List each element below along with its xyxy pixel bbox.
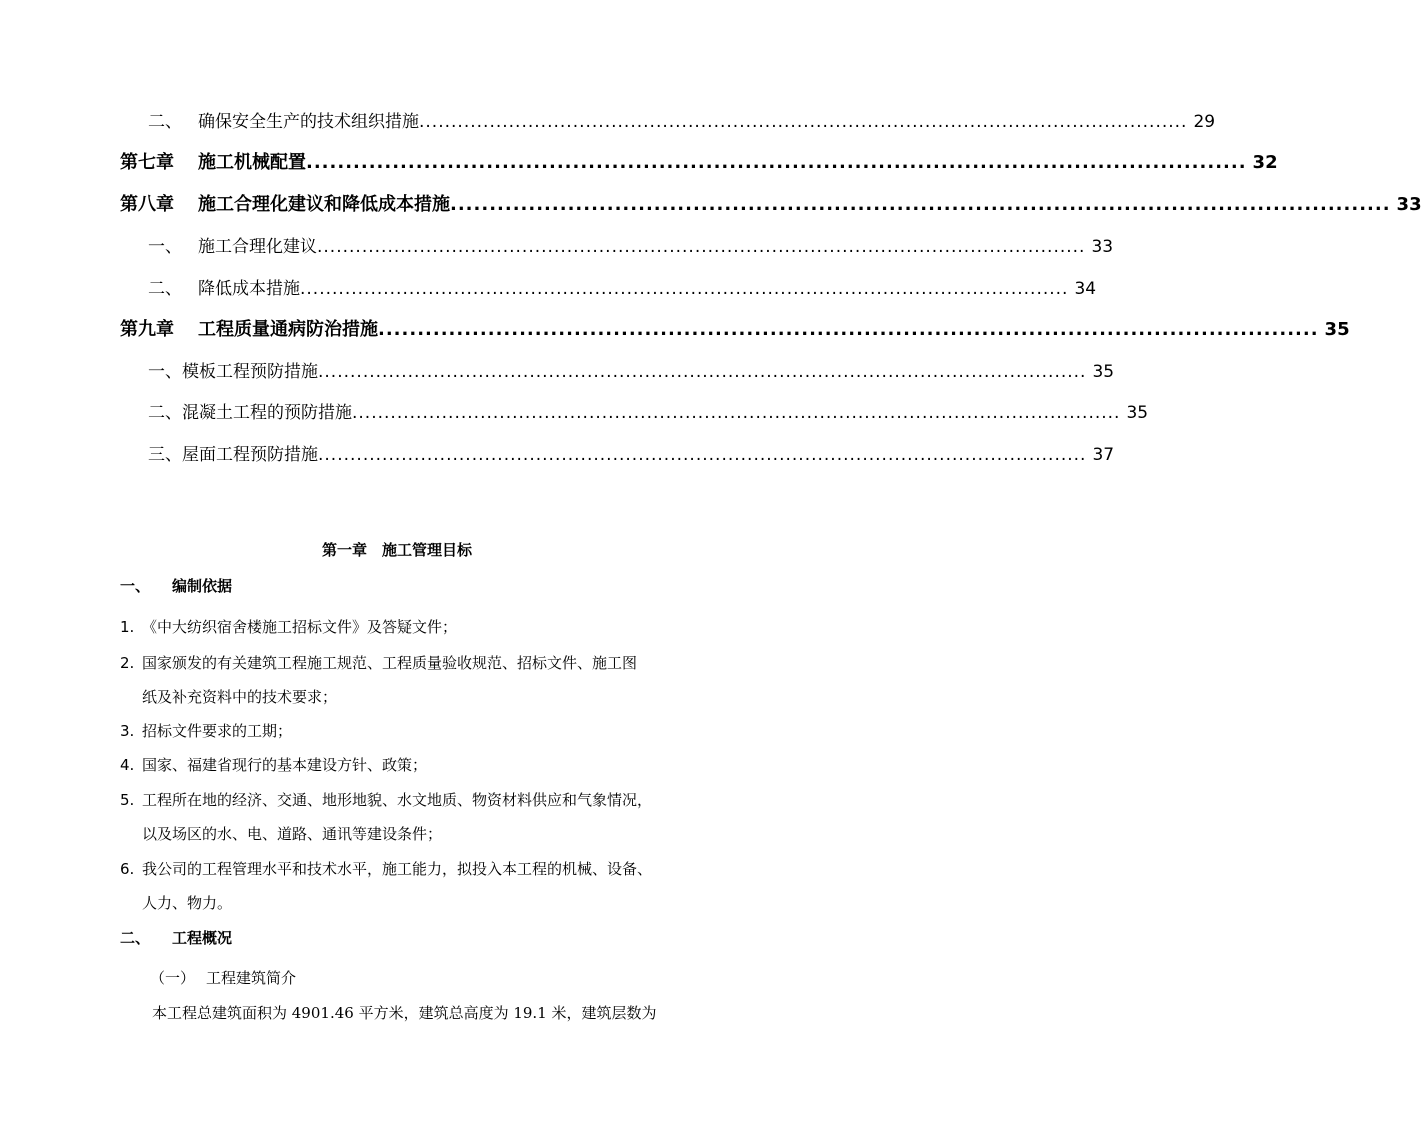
list-item-number: 2. (120, 654, 135, 672)
section-title: 工程概况 (172, 929, 233, 947)
chapter-title: 第一章 施工管理目标 (321, 541, 472, 559)
toc-entry-page: 35 (1092, 362, 1115, 382)
toc-entry-page: 34 (1074, 279, 1097, 299)
toc-entry-page: 33 (1396, 194, 1422, 215)
list-item (120, 858, 680, 879)
toc-entry[interactable] (148, 357, 1115, 382)
toc-entry-page: 33 (1091, 237, 1114, 257)
section-number: 二、 (120, 929, 151, 947)
toc-entry-title: 降低成本措施 (198, 279, 300, 299)
toc-entry-number: 第九章 (120, 319, 174, 340)
list-item-text: 工程所在地的经济、交通、地形地貌、水文地质、物资材料供应和气象情况， (142, 791, 653, 809)
toc-entry-title: 工程质量通病防治措施 (198, 319, 378, 340)
subsection-heading (150, 967, 296, 988)
toc-leader-dots: ........................................................................................................................ (450, 194, 1391, 215)
list-item-continuation: 以及场区的水、电、道路、通讯等建设条件； (142, 825, 443, 843)
toc-entry[interactable] (148, 274, 1097, 299)
subsection-title: 工程建筑简介 (206, 969, 297, 987)
toc-entry[interactable] (148, 440, 1115, 465)
toc-leader-dots: ........................................................................................................................ (318, 445, 1087, 465)
section-heading (120, 575, 232, 596)
toc-chapter-entry[interactable] (120, 190, 1422, 216)
toc-entry-title: 屋面工程预防措施 (182, 445, 318, 465)
list-item-number: 5. (120, 791, 135, 809)
toc-entry-page: 32 (1252, 152, 1278, 173)
toc-entry-number: 第八章 (120, 194, 174, 215)
list-item (120, 720, 680, 741)
list-item (120, 616, 680, 637)
toc-entry-title: 施工合理化建议和降低成本措施 (198, 194, 450, 215)
toc-entry-title: 施工机械配置 (198, 152, 306, 173)
list-item-text: 国家颁发的有关建筑工程施工规范、工程质量验收规范、招标文件、施工图 (142, 654, 638, 672)
subsection-number: （一） (150, 969, 196, 987)
toc-entry-number: 三、 (148, 445, 182, 465)
list-item-text: 国家、福建省现行的基本建设方针、政策； (142, 756, 428, 774)
list-item-number: 3. (120, 722, 135, 740)
list-item-continuation: 纸及补充资料中的技术要求； (142, 688, 338, 706)
list-item-text: 招标文件要求的工期； (142, 722, 293, 740)
list-item-number: 4. (120, 756, 135, 774)
section-number: 一、 (120, 577, 151, 595)
list-item (120, 754, 680, 775)
toc-entry-number: 第七章 (120, 152, 174, 173)
list-item-text: 我公司的工程管理水平和技术水平，施工能力，拟投入本工程的机械、设备、 (142, 860, 653, 878)
toc-entry-page: 29 (1193, 112, 1216, 132)
toc-entry-title: 模板工程预防措施 (182, 362, 318, 382)
list-item (120, 652, 680, 673)
toc-leader-dots: ........................................................................................................................ (318, 362, 1087, 382)
toc-entry[interactable] (148, 398, 1149, 423)
toc-leader-dots: ........................................................................................................................ (352, 403, 1121, 423)
toc-entry[interactable] (148, 232, 1114, 257)
toc-leader-dots: ........................................................................................................................ (306, 152, 1247, 173)
list-item-number: 1. (120, 618, 135, 636)
list-item-continuation: 人力、物力。 (142, 894, 233, 912)
list-item (120, 789, 680, 810)
toc-chapter-entry[interactable] (120, 148, 1278, 174)
list-item-number: 6. (120, 860, 135, 878)
toc-entry-number: 一、 (148, 237, 182, 257)
toc-entry-number: 二、 (148, 403, 182, 423)
toc-entry-page: 37 (1092, 445, 1115, 465)
toc-leader-dots: ........................................................................................................................ (419, 112, 1188, 132)
toc-entry-number: 二、 (148, 279, 182, 299)
body-paragraph: 本工程总建筑面积为 4901.46 平方米，建筑总高度为 19.1 米，建筑层数为 (152, 1004, 657, 1022)
section-heading (120, 927, 232, 948)
toc-leader-dots: ........................................................................................................................ (317, 237, 1086, 257)
section-title: 编制依据 (172, 577, 233, 595)
toc-chapter-entry[interactable] (120, 315, 1350, 341)
toc-entry-title: 施工合理化建议 (198, 237, 317, 257)
list-item-text: 《中大纺织宿舍楼施工招标文件》及答疑文件； (142, 618, 458, 636)
toc-leader-dots: ........................................................................................................................ (300, 279, 1069, 299)
toc-entry-title: 确保安全生产的技术组织措施 (198, 112, 419, 132)
toc-entry-page: 35 (1324, 319, 1350, 340)
toc-entry[interactable] (148, 107, 1216, 132)
toc-entry-page: 35 (1126, 403, 1149, 423)
toc-entry-title: 混凝土工程的预防措施 (182, 403, 352, 423)
toc-entry-number: 一、 (148, 362, 182, 382)
toc-leader-dots: ........................................................................................................................ (378, 319, 1319, 340)
toc-entry-number: 二、 (148, 112, 182, 132)
